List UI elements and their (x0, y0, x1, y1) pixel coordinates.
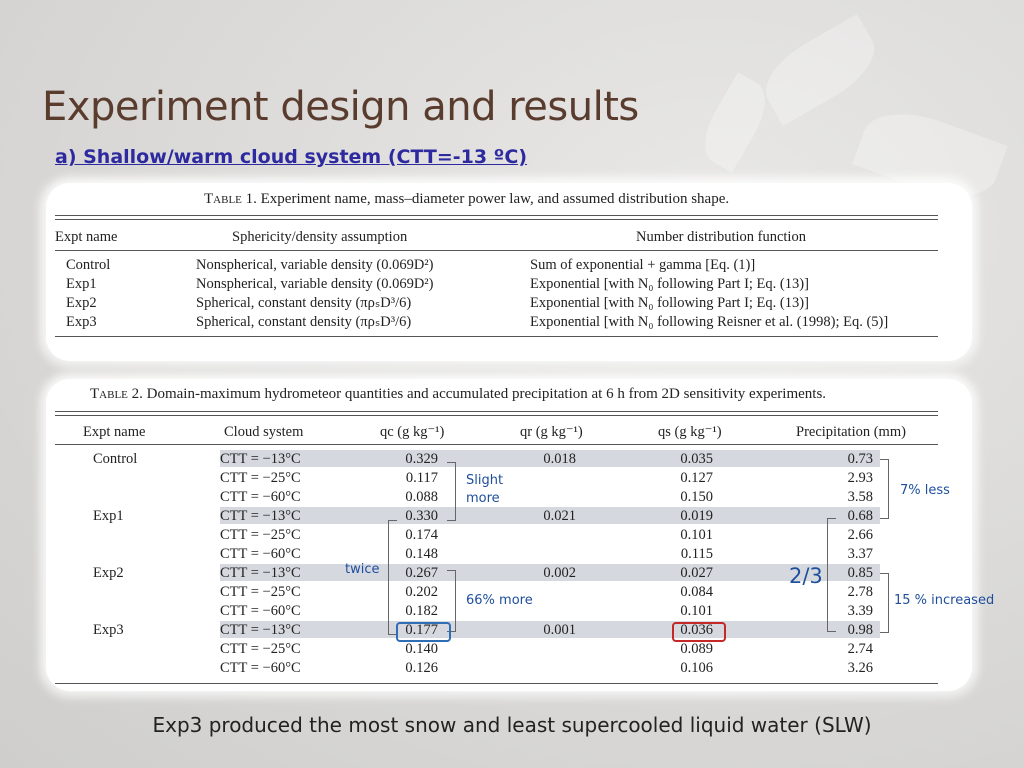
table2-cell-cloud: CTT = −25°C (220, 470, 301, 486)
table2-cell-precip: 0.73 (847, 451, 873, 467)
table1-cell: Spherical, constant density (πρₛD³/6) (196, 295, 412, 311)
table2-header-expt: Expt name (83, 424, 146, 440)
table2-cell-qc: 0.174 (405, 527, 438, 543)
table2-header-precip: Precipitation (mm) (796, 424, 906, 440)
table1-cell: Exponential [with N₀ following Part I; Eq. (13)] (530, 295, 809, 311)
table2-cell-qc: 0.182 (405, 603, 438, 619)
table-rule (55, 215, 938, 216)
table1-cell: Nonspherical, variable density (0.069D²) (196, 257, 434, 273)
table2-cell-qc: 0.140 (405, 641, 438, 657)
table1-header-expt: Expt name (55, 229, 118, 245)
highlight-box-qc-exp3 (396, 622, 451, 642)
table1-header-distribution: Number distribution function (636, 229, 806, 245)
table2-cell-qs: 0.101 (680, 527, 713, 543)
table2-cell-precip: 2.66 (847, 527, 873, 543)
annotation-slight-more-text: Slight more (466, 473, 504, 506)
table2-cell-qc: 0.329 (405, 451, 438, 467)
table2-cell-qs: 0.127 (680, 470, 713, 486)
table1-cell: Exp1 (66, 276, 97, 292)
table2-cell-cloud: CTT = −60°C (220, 546, 301, 562)
table2-cell-qc: 0.267 (405, 565, 438, 581)
annotation-two-thirds: 2/3 (789, 564, 823, 588)
table2-cell-qs: 0.027 (680, 565, 713, 581)
annotation-sixty-six-more: 66% more (466, 593, 533, 608)
table2-cell-precip: 2.78 (847, 584, 873, 600)
table1-panel (46, 183, 972, 361)
table2-cell-expt: Exp2 (93, 565, 124, 581)
table-rule (55, 219, 938, 220)
table2-cell-precip: 3.37 (847, 546, 873, 562)
table2-cell-qr: 0.021 (543, 508, 576, 524)
table1-header-sphericity: Sphericity/density assumption (232, 229, 408, 245)
bracket-fifteen-increased (880, 573, 889, 633)
table1-cell: Control (66, 257, 111, 273)
table2-cell-qc: 0.126 (405, 660, 438, 676)
table2-cell-qc: 0.117 (405, 470, 438, 486)
table2-cell-precip: 2.74 (847, 641, 873, 657)
table-rule (55, 336, 938, 337)
table2-cell-expt: Control (93, 451, 138, 467)
bracket-seven-less (880, 459, 889, 519)
section-subtitle: a) Shallow/warm cloud system (CTT=-13 ºC) (55, 146, 528, 168)
annotation-slight-more (466, 472, 512, 508)
table2-cell-cloud: CTT = −25°C (220, 641, 301, 657)
table2-cell-qs: 0.035 (680, 451, 713, 467)
bracket-two-thirds (827, 518, 836, 632)
table-rule (55, 683, 938, 684)
table2-cell-precip: 0.85 (847, 565, 873, 581)
table2-cell-cloud: CTT = −25°C (220, 584, 301, 600)
table2-header-qs: qs (g kg⁻¹) (658, 424, 722, 440)
table2-cell-qs: 0.106 (680, 660, 713, 676)
table2-header-qc: qc (g kg⁻¹) (380, 424, 445, 440)
table2-cell-qs: 0.019 (680, 508, 713, 524)
table2-cell-precip: 2.93 (847, 470, 873, 486)
table1-cell: Sum of exponential + gamma [Eq. (1)] (530, 257, 756, 273)
table2-cell-cloud: CTT = −60°C (220, 489, 301, 505)
table2-cell-precip: 0.68 (847, 508, 873, 524)
table-rule (55, 411, 938, 412)
table2-cell-cloud: CTT = −13°C (220, 451, 301, 467)
table2-cell-expt: Exp1 (93, 508, 124, 524)
annotation-twice: twice (345, 562, 380, 577)
table1-cell: Exponential [with N₀ following Part I; Eq. (13)] (530, 276, 809, 292)
table2-cell-qc: 0.088 (405, 489, 438, 505)
table2-cell-cloud: CTT = −13°C (220, 508, 301, 524)
bracket-twice (388, 520, 397, 635)
table2-cell-qs: 0.150 (680, 489, 713, 505)
table2-cell-qr: 0.018 (543, 451, 576, 467)
table2-caption (90, 386, 826, 403)
bracket-slight-more (447, 462, 456, 521)
background-leaf (693, 72, 777, 172)
table-rule (55, 250, 938, 251)
table2-cell-qr: 0.001 (543, 622, 576, 638)
table1-caption-label: Table 1. (204, 191, 257, 207)
table1-cell: Exponential [with N₀ following Reisner et al. (1998); Eq. (5)] (530, 314, 889, 330)
table2-cell-qc: 0.177 (405, 622, 438, 638)
table2-cell-precip: 3.39 (847, 603, 873, 619)
table2-cell-cloud: CTT = −13°C (220, 622, 301, 638)
table2-cell-qs: 0.084 (680, 584, 713, 600)
table2-cell-qs: 0.115 (680, 546, 713, 562)
table2-cell-cloud: CTT = −60°C (220, 603, 301, 619)
table2-cell-precip: 3.26 (847, 660, 873, 676)
table2-cell-qc: 0.330 (405, 508, 438, 524)
table-rule (55, 415, 938, 416)
table2-header-cloud: Cloud system (224, 424, 304, 440)
annotation-seven-less: 7% less (900, 483, 950, 498)
table1-cell: Exp3 (66, 314, 97, 330)
table2-cell-expt: Exp3 (93, 622, 124, 638)
footer-conclusion: Exp3 produced the most snow and least supercooled liquid water (SLW) (152, 713, 872, 737)
table2-header-qr: qr (g kg⁻¹) (520, 424, 583, 440)
table1-cell: Exp2 (66, 295, 97, 311)
table2-cell-qr: 0.002 (543, 565, 576, 581)
table2-cell-qs: 0.089 (680, 641, 713, 657)
table2-cell-cloud: CTT = −60°C (220, 660, 301, 676)
table2-cell-qs: 0.101 (680, 603, 713, 619)
table1-cell: Nonspherical, variable density (0.069D²) (196, 276, 434, 292)
background-leaf (753, 14, 887, 126)
table1-caption (204, 191, 729, 208)
table2-cell-cloud: CTT = −25°C (220, 527, 301, 543)
table-rule (55, 444, 938, 445)
table2-cell-precip: 0.98 (847, 622, 873, 638)
table2-cell-qs: 0.036 (680, 622, 713, 638)
table2-caption-label: Table 2. (90, 386, 143, 402)
highlight-box-qs-exp3 (672, 622, 726, 642)
table2-cell-precip: 3.58 (847, 489, 873, 505)
table2-cell-qc: 0.148 (405, 546, 438, 562)
table2-cell-cloud: CTT = −13°C (220, 565, 301, 581)
table1-cell: Spherical, constant density (πρₛD³/6) (196, 314, 412, 330)
table1-caption-text: Experiment name, mass–diameter power law, and assumed distribution shape. (260, 191, 730, 207)
table2-caption-text: Domain-maximum hydrometeor quantities and accumulated precipitation at 6 h from 2D sensitivity experiments. (146, 386, 827, 402)
annotation-fifteen-increased: 15 % increased (894, 593, 995, 608)
page-title: Experiment design and results (42, 84, 639, 130)
table2-cell-qc: 0.202 (405, 584, 438, 600)
